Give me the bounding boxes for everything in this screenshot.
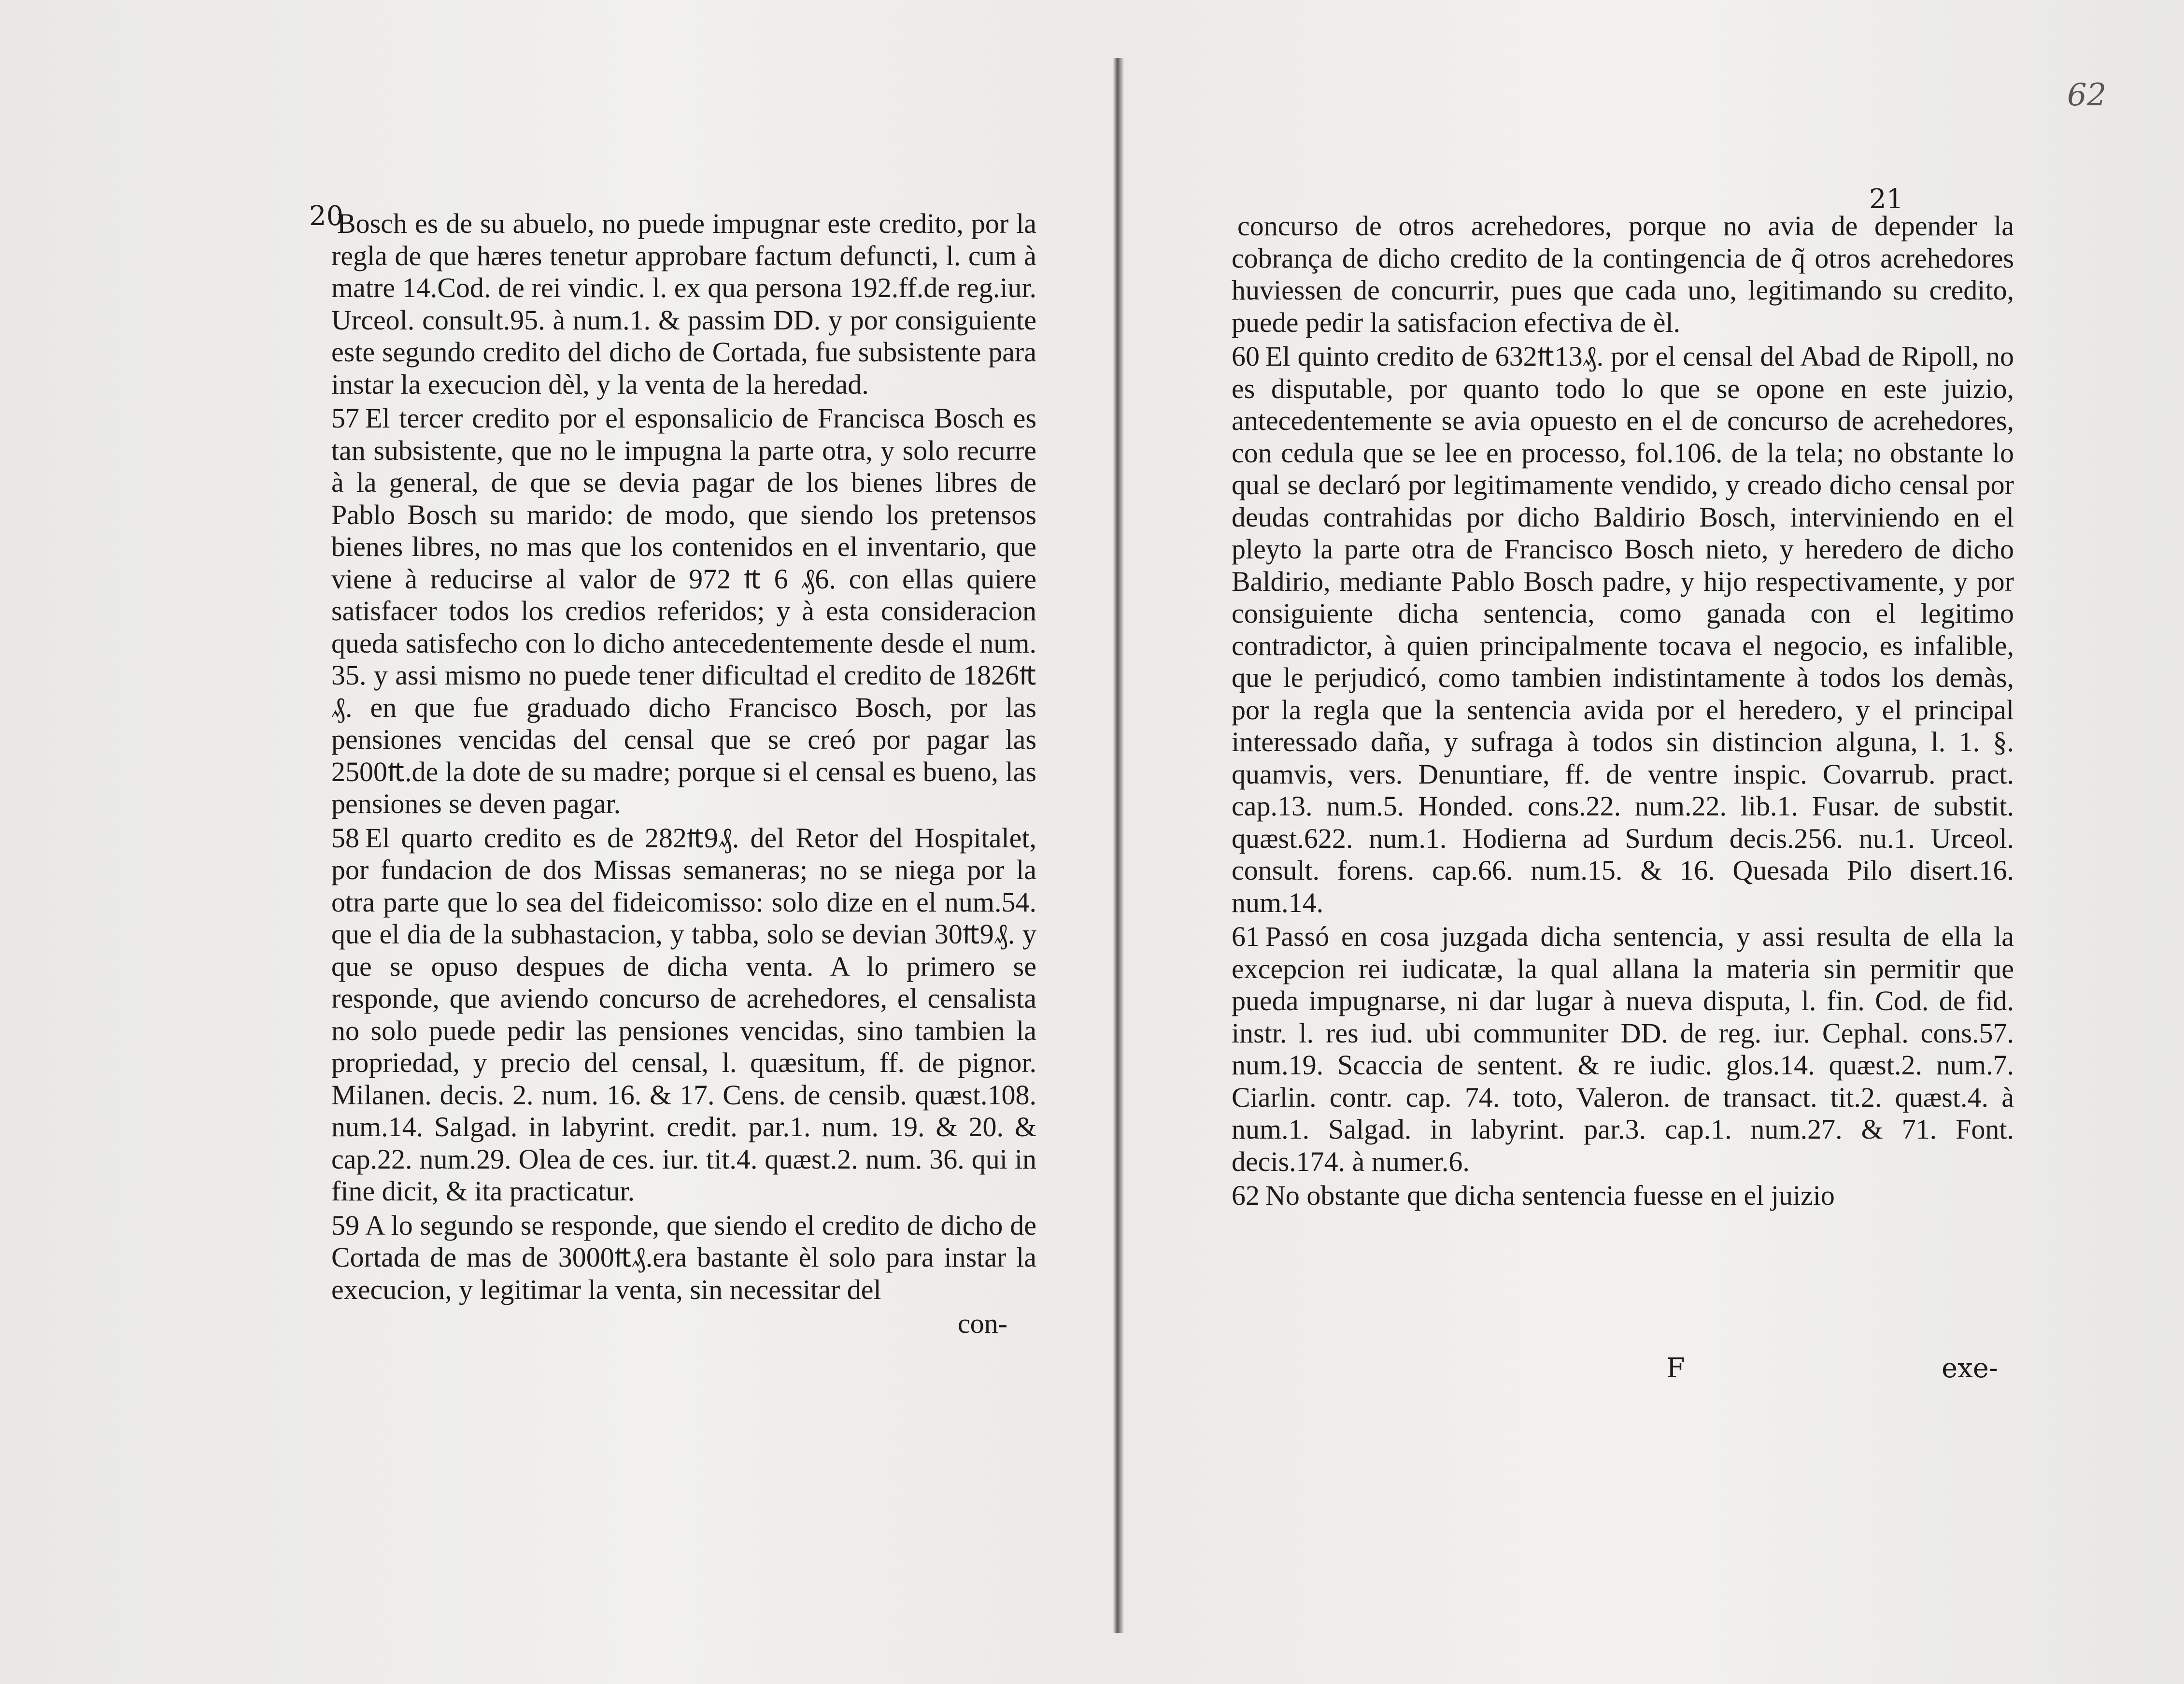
page-number: 20	[309, 200, 344, 232]
signature-mark: F	[1666, 1353, 1685, 1384]
catchword: exe-	[1942, 1353, 1998, 1384]
paragraph: Bosch es de su abuelo, no puede impugnar este credito, por la regla de que hæres tenetur approbare factum defuncti, l. cum à matre 14.Cod. de rei vindic. l. ex qua persona 192.ff.de reg.iur. Urceol. consult.95. à num.1. & passim DD. y por consiguiente este segundo credito del dicho de Cortada, fue subsistente para instar la execucion dèl, y la venta de la heredad.	[331, 208, 1036, 400]
paragraph: 62 No obstante que dicha sentencia fuesse en el juizio	[1232, 1180, 1835, 1211]
paragraph: 61 Passó en cosa juzgada dicha sentencia, y assi resulta de ella la excepcion rei iudicatæ, la qual allana la materia sin permitir que pueda impugnarse, ni dar lugar à nueva disputa, l. fin. Cod. de fid. instr. l. res iud. ubi communiter DD. de reg. iur. Cephal. cons.57. num.19. Scaccia de sentent. & re iudic. glos.14. quæst.2. num.7. Ciarlin. contr. cap. 74. toto, Valeron. de transact. tit.2. quæst.4. à num.1. Salgad. in labyrint. par.3. cap.1. num.27. & 71. Font. decis.174. à numer.6.	[1232, 921, 2014, 1177]
left-page-body	[331, 208, 1036, 1340]
page-number: 21	[1869, 184, 1904, 215]
paragraph: 60 El quinto credito de 632₶13₰. por el censal del Abad de Ripoll, no es disputable, por quanto todo lo que se opone en este juizio, antecedentemente se avia opuesto en el de concurso de acrehedores, con cedula que se lee en processo, fol.106. de la tela; no obstante lo qual se declaró por legitimamente vendido, y creado dicho censal por deudas contrahidas por dicho Baldirio Bosch, interviniendo en el pleyto la parte otra de Francisco Bosch nieto, y heredero de dicho Baldirio, mediante Pablo Bosch padre, y hijo respectivamente, y por consiguiente dicha sentencia, como ganada con el legitimo contradictor, à quien principalmente tocava el negocio, es infalible, que le perjudicó, como tambien indistintamente à todos los demàs, por la regla que la sentencia avida por el heredero, y el principal interessado daña, y sufraga à todos sin distincion alguna, l. 1. §. quamvis, vers. Denuntiare, ff. de ventre inspic. Covarrub. pract. cap.13. num.5. Honded. cons.22. num.22. lib.1. Fusar. de substit. quæst.622. num.1. Hodierna ad Surdum decis.256. nu.1. Urceol. consult. forens. cap.66. num.15. & 16. Quesada Pilo disert.16. num.14.	[1232, 341, 2014, 918]
right-page-body	[1232, 210, 2014, 1212]
paragraph: 58 El quarto credito es de 282₶9₰. del Retor del Hospitalet, por fundacion de dos Missas semaneras; no se niega por la otra parte que lo sea del fideicomisso: solo dize en el num.54. que el dia de la subhastacion, y tabba, solo se devian 30₶9₰. y que se opuso despues de dicha venta. A lo primero se responde, que aviendo concurso de acrehedores, el censalista no solo puede pedir las pensiones vencidas, sino tambien la propriedad, y precio del censal, l. quæsitum, ff. de pignor. Milanen. decis. 2. num. 16. & 17. Cens. de censib. quæst.108. num.14. Salgad. in labyrint. credit. par.1. num. 19. & 20. & cap.22. num.29. Olea de ces. iur. tit.4. quæst.2. num. 36. qui in fine dicit, & ita practicatur.	[331, 822, 1036, 1207]
left-page	[43, 58, 1120, 1628]
paragraph: 57 El tercer credito por el esponsalicio de Francisca Bosch es tan subsistente, que no le impugna la parte otra, y solo recurre à la general, de que se devia pagar de los bienes libres de Pablo Bosch su marido: de modo, que siendo los pretensos bienes libres, no mas que los contenidos en el inventario, que viene à reducirse al valor de 972 ₶ 6 ₰6. con ellas quiere satisfacer todos los credios referidos; y à esta consideracion queda satisfecho con lo dicho antecedentemente desde el num. 35. y assi mismo no puede tener dificultad el credito de 1826₶₰. en que fue graduado dicho Francisco Bosch, por las pensiones vencidas del censal que se creó por pagar las 2500₶.de la dote de su madre; porque si el censal es bueno, las pensiones se deven pagar.	[331, 402, 1036, 819]
paragraph: concurso de otros acrehedores, porque no avia de depender la cobrança de dicho credito de la contingencia de q̃ otros acrehedores huviessen de concurrir, pues que cada uno, legitimando su credito, puede pedir la satisfacion efectiva de èl.	[1232, 210, 2014, 338]
catchword: con-	[957, 1308, 1007, 1339]
paragraph: 59 A lo segundo se responde, que siendo el credito de dicho de Cortada de mas de 3000₶₰.era bastante èl solo para instar la execucion, y legitimar la venta, sin necessitar del	[331, 1209, 1036, 1305]
right-page	[1125, 58, 2154, 1628]
corner-reference-number: 62	[2067, 77, 2107, 113]
